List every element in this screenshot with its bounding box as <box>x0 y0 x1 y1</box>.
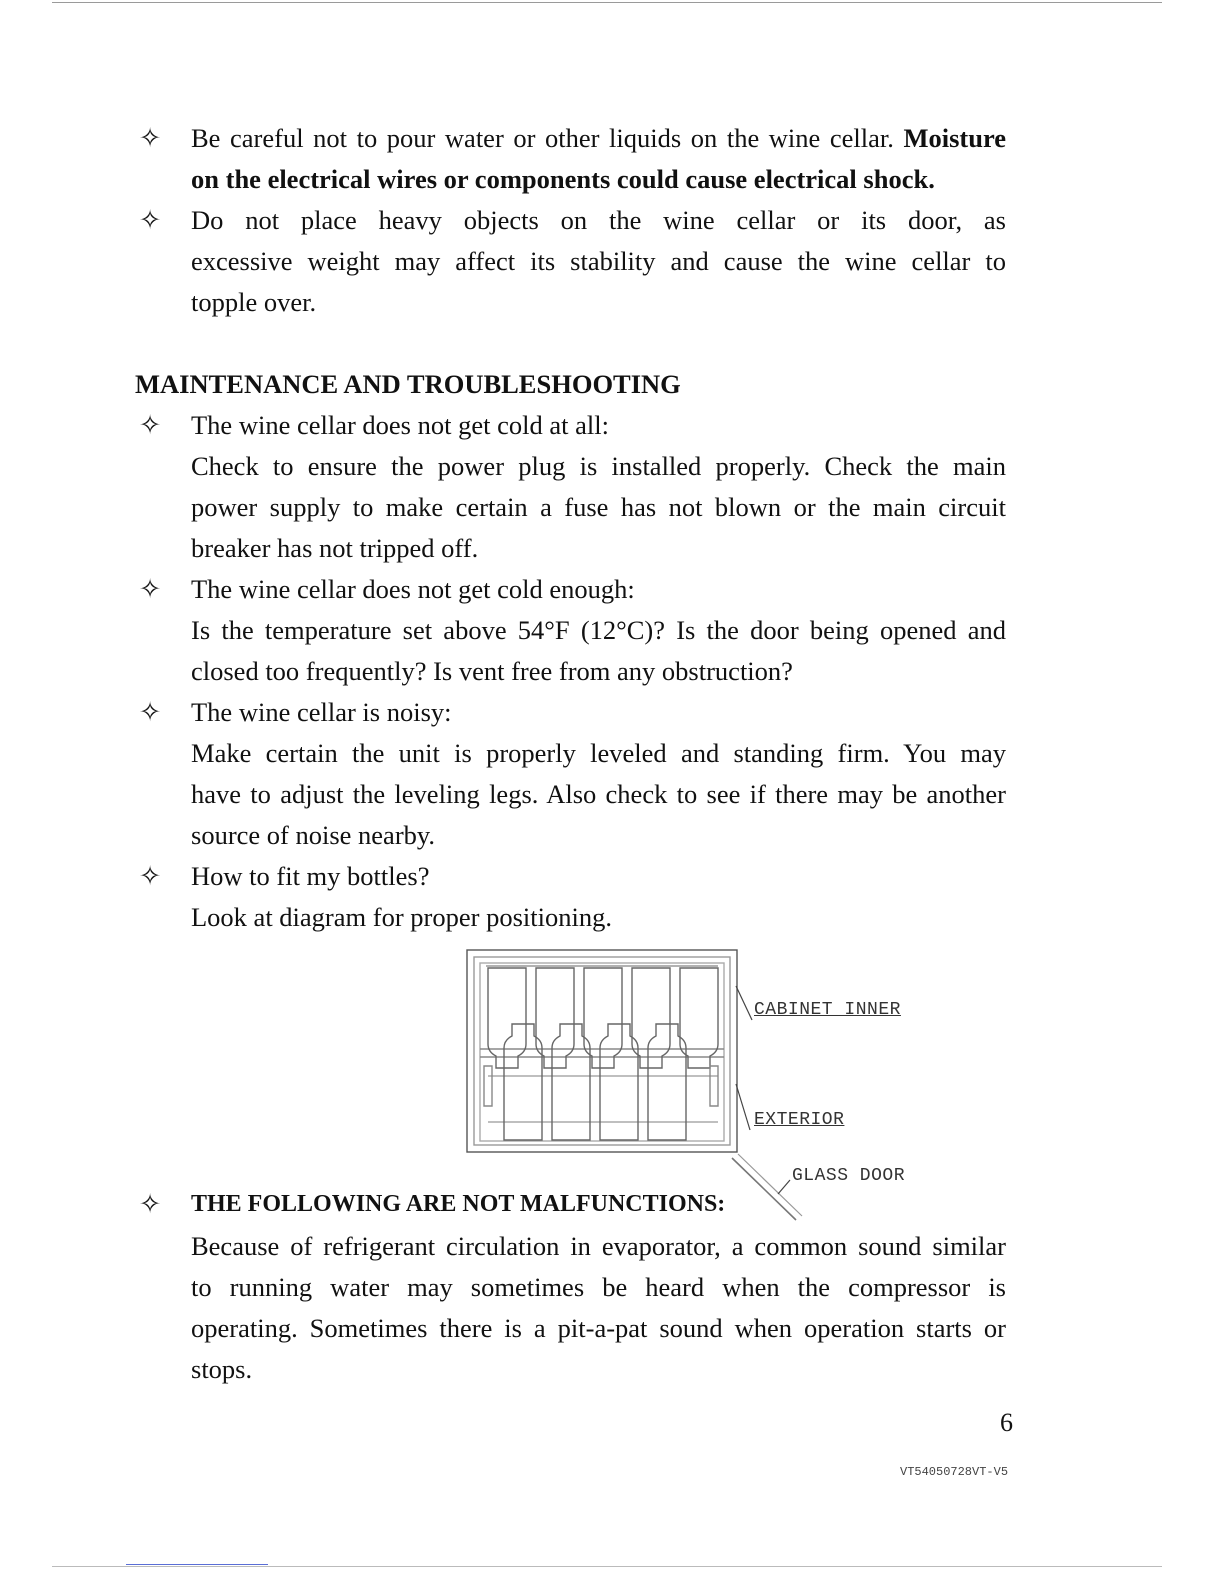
item-3-line-1: Make certain the unit is properly leveled and standing firm. You may <box>191 738 1006 768</box>
item-1-line-2: power supply to make certain a fuse has not blown or the main circuit <box>191 492 1006 522</box>
glass-door-leader <box>778 1180 790 1194</box>
item-1-line-3: breaker has not tripped off. <box>191 533 479 563</box>
cabinet-inner-leader <box>736 986 752 1020</box>
bullet-icon: ✧ <box>138 861 162 891</box>
glass-door-line <box>732 1158 796 1220</box>
item-2-line-1: Is the temperature set above 54°F (12°C)? Is the door being opened and <box>191 615 1006 645</box>
shelf-outline <box>480 963 724 1141</box>
document-code: VT54050728VT-V5 <box>900 1465 1009 1479</box>
page-number: 6 <box>1000 1408 1013 1437</box>
item-1-title: The wine cellar does not get cold at all: <box>191 410 609 440</box>
not-malfunctions-line-3: operating. Sometimes there is a pit-a-pat sound when operation starts or <box>191 1313 1006 1343</box>
item-1-line-1: Check to ensure the power plug is installed properly. Check the main <box>191 451 1006 481</box>
exterior-leader <box>736 1084 750 1130</box>
item-3-title: The wine cellar is noisy: <box>191 697 452 727</box>
bullet-icon: ✧ <box>138 410 162 440</box>
item-4-title: How to fit my bottles? <box>191 861 430 891</box>
bullet-icon: ✧ <box>138 1189 162 1219</box>
bullet-icon: ✧ <box>138 123 162 153</box>
safety-item-2-line-1: Do not place heavy objects on the wine cellar or its door, as <box>191 205 1006 235</box>
item-2-title: The wine cellar does not get cold enough: <box>191 574 635 604</box>
item-4-line-1: Look at diagram for proper positioning. <box>191 902 612 932</box>
bullet-icon: ✧ <box>138 697 162 727</box>
exterior-label: EXTERIOR <box>754 1110 845 1130</box>
glass-door-label: GLASS DOOR <box>792 1166 906 1186</box>
not-malfunctions-line-1: Because of refrigerant circulation in evaporator, a common sound similar <box>191 1231 1006 1261</box>
item-2-line-2: closed too frequently? Is vent free from any obstruction? <box>191 656 793 686</box>
bullet-icon: ✧ <box>138 205 162 235</box>
safety-item-1-line-2: on the electrical wires or components could cause electrical shock. <box>191 164 935 194</box>
not-malfunctions-line-2: to running water may sometimes be heard when the compressor is <box>191 1272 1006 1302</box>
top-rule <box>52 2 1162 3</box>
bullet-icon: ✧ <box>138 574 162 604</box>
item-3-line-3: source of noise nearby. <box>191 820 436 850</box>
not-malfunctions-line-4: stops. <box>191 1354 253 1384</box>
section-heading: MAINTENANCE AND TROUBLESHOOTING <box>135 369 681 399</box>
item-3-line-2: have to adjust the leveling legs. Also check to see if there may be another <box>191 779 1006 809</box>
bottom-link-rule <box>126 1564 268 1565</box>
safety-item-1-line-1: Be careful not to pour water or other liquids on the wine cellar. Moisture <box>191 123 1006 153</box>
cabinet-inner-frame <box>474 957 730 1145</box>
upper-bottles <box>488 968 718 1068</box>
not-malfunctions-title: THE FOLLOWING ARE NOT MALFUNCTIONS: <box>191 1191 726 1217</box>
bottom-rule <box>52 1566 1162 1567</box>
cabinet-inner-label: CABINET INNER <box>754 1000 901 1020</box>
safety-item-2-line-3: topple over. <box>191 287 317 317</box>
safety-item-2-line-2: excessive weight may affect its stability and cause the wine cellar to <box>191 246 1006 276</box>
